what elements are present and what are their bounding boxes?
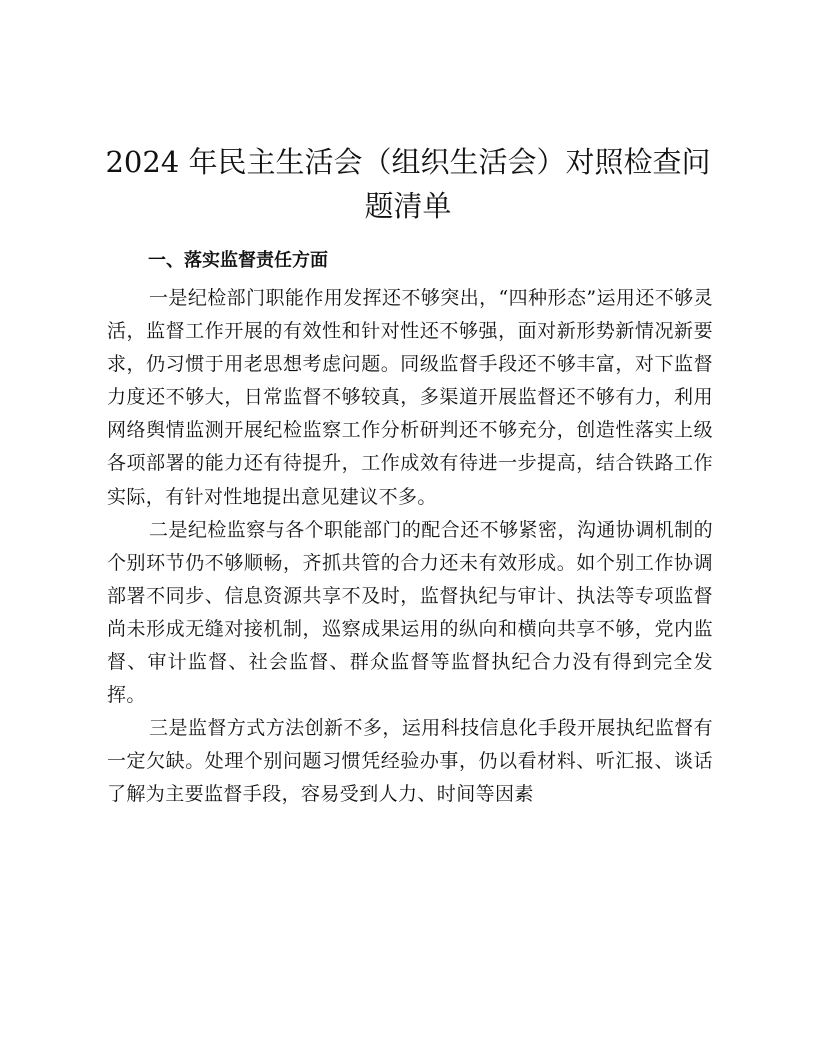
- document-title: 2024 年民主生活会（组织生活会）对照检查问题清单: [105, 145, 711, 223]
- section-heading: 一、落实监督责任方面: [148, 250, 328, 271]
- paragraph-2: 二是纪检监察与各个职能部门的配合还不够紧密，沟通协调机制的个别环节仍不够顺畅，齐抓共管的合力还未有效形成。如个别工作协调部署不同步、信息资源共享不及时，监督执纪与审计、执法等专项监督尚未形成无缝对接机制，巡察成果运用的纵向和横向共享不够，党内监督、审计监督、社会监督、群众监督等监督执纪合力没有得到完全发挥。: [107, 518, 713, 707]
- document-body: [107, 282, 713, 812]
- paragraph-3: 三是监督方式方法创新不多，运用科技信息化手段开展执纪监督有一定欠缺。处理个别问题习惯凭经验办事，仍以看材料、听汇报、谈话了解为主要监督手段，容易受到人力、时间等因素: [107, 717, 713, 806]
- paragraph-1: 一是纪检部门职能作用发挥还不够突出，“四种形态”运用还不够灵活，监督工作开展的有效性和针对性还不够强，面对新形势新情况新要求，仍习惯于用老思想考虑问题。同级监督手段还不够丰富，对下监督力度还不够大，日常监督不够较真，多渠道开展监督还不够有力，利用网络舆情监测开展纪检监察工作分析研判还不够充分，创造性落实上级各项部署的能力还有待提升，工作成效有待进一步提高，结合铁路工作实际，有针对性地提出意见建议不多。: [107, 287, 713, 508]
